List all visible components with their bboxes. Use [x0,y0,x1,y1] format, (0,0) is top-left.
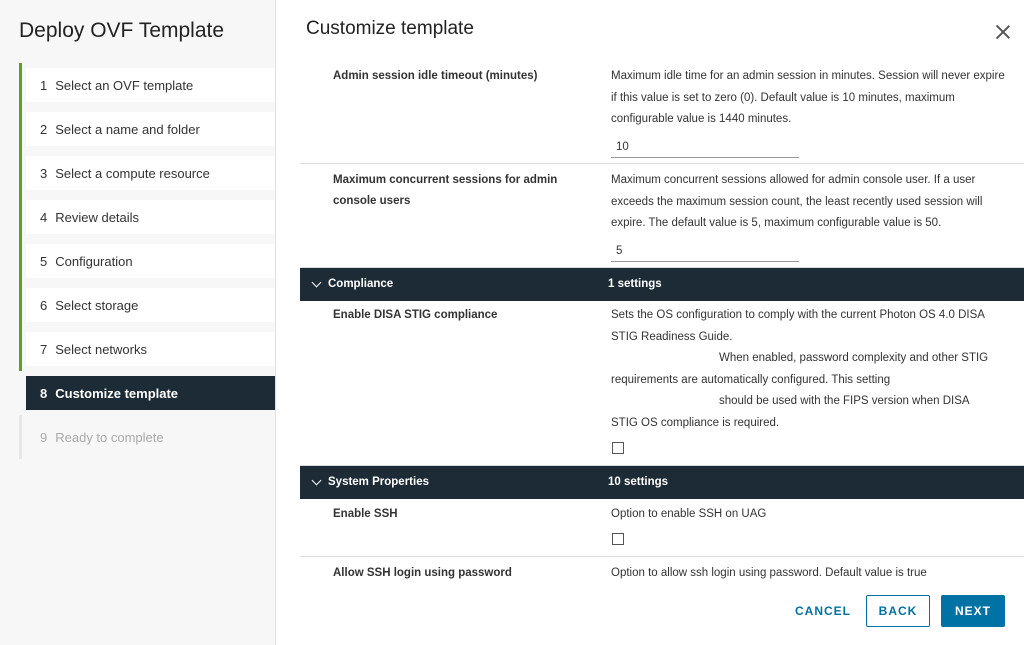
step-label: Configuration [55,253,133,269]
step-number: 7 [40,341,48,357]
description-line: Sets the OS configuration to comply with the current Photon OS 4.0 DISA STIG Readiness Guide. [611,309,985,343]
admin-idle-timeout-input[interactable] [611,136,799,158]
wizard-steps [19,63,275,459]
max-sessions-input[interactable] [611,240,799,262]
property-description: Option to allow ssh login using password. Default value is true [611,567,927,579]
step-number: 2 [40,121,48,137]
section-compliance[interactable] [300,268,1024,301]
next-button[interactable]: NEXT [941,595,1005,627]
section-name: System Properties [328,476,429,488]
step-number: 5 [40,253,48,269]
property-label: Enable DISA STIG compliance [333,309,498,321]
property-row-max-sessions [300,164,1024,268]
description-line: STIG OS compliance is required. [611,416,780,429]
property-description: Option to enable SSH on UAG [611,508,767,520]
wizard-title: Deploy OVF Template [19,19,225,42]
section-system-properties[interactable] [300,466,1024,499]
step-4[interactable] [19,195,275,239]
section-name: Compliance [328,278,394,290]
step-label: Select storage [55,297,139,313]
step-number: 9 [40,429,48,445]
page-title: Customize template [306,18,474,39]
enable-ssh-checkbox[interactable] [612,533,624,545]
property-row-ssh [300,499,1024,557]
step-7[interactable] [19,327,275,371]
section-count: 10 settings [608,476,669,488]
stig-compliance-checkbox[interactable] [612,442,624,454]
description-line: should be used with the FIPS version when DISA [719,395,970,407]
step-1[interactable] [19,63,275,107]
step-number: 4 [40,209,48,225]
step-number: 3 [40,165,48,181]
property-label: Allow SSH login using password [333,567,512,579]
property-label: Maximum concurrent sessions for admin console users [333,174,558,207]
property-row-stig [300,301,1024,466]
description-line: requirements are automatically configured. This setting [611,373,891,386]
properties-list[interactable] [300,45,1024,579]
property-description: Maximum idle time for an admin session in minutes. Session will never expire if this value is set to zero (0). Default value is 10 minutes, maximum configurable value is 1440 minutes. [611,70,1005,125]
wizard-sidebar [0,0,276,645]
property-description [611,305,1011,434]
step-label: Select a compute resource [55,165,210,181]
step-2[interactable] [19,107,275,151]
step-number: 6 [40,297,48,313]
description-line: When enabled, password complexity and other STIG [719,352,989,364]
step-3[interactable] [19,151,275,195]
chevron-down-icon [312,476,322,486]
step-6[interactable] [19,283,275,327]
back-button[interactable]: BACK [866,595,930,627]
property-row-admin-idle [300,45,1024,164]
step-label: Select an OVF template [55,77,194,93]
step-label: Select a name and folder [55,121,200,137]
property-label: Admin session idle timeout (minutes) [333,70,538,82]
close-icon[interactable] [995,24,1011,40]
cancel-button[interactable]: CANCEL [795,604,851,618]
step-9 [19,415,275,459]
step-number: 8 [40,385,48,401]
property-description: Maximum concurrent sessions allowed for admin console user. If a user exceeds the maximum session count, the least recently used session will expire. The default value is 5, maximum configurable value is 50. [611,174,983,229]
step-label: Customize template [55,385,179,401]
step-8[interactable] [19,371,275,415]
step-label: Review details [55,209,140,225]
step-number: 1 [40,77,48,93]
property-label: Enable SSH [333,508,398,520]
section-count: 1 settings [608,278,662,290]
step-label: Ready to complete [55,429,164,445]
step-label: Select networks [55,341,147,357]
chevron-down-icon [312,278,322,288]
step-5[interactable] [19,239,275,283]
